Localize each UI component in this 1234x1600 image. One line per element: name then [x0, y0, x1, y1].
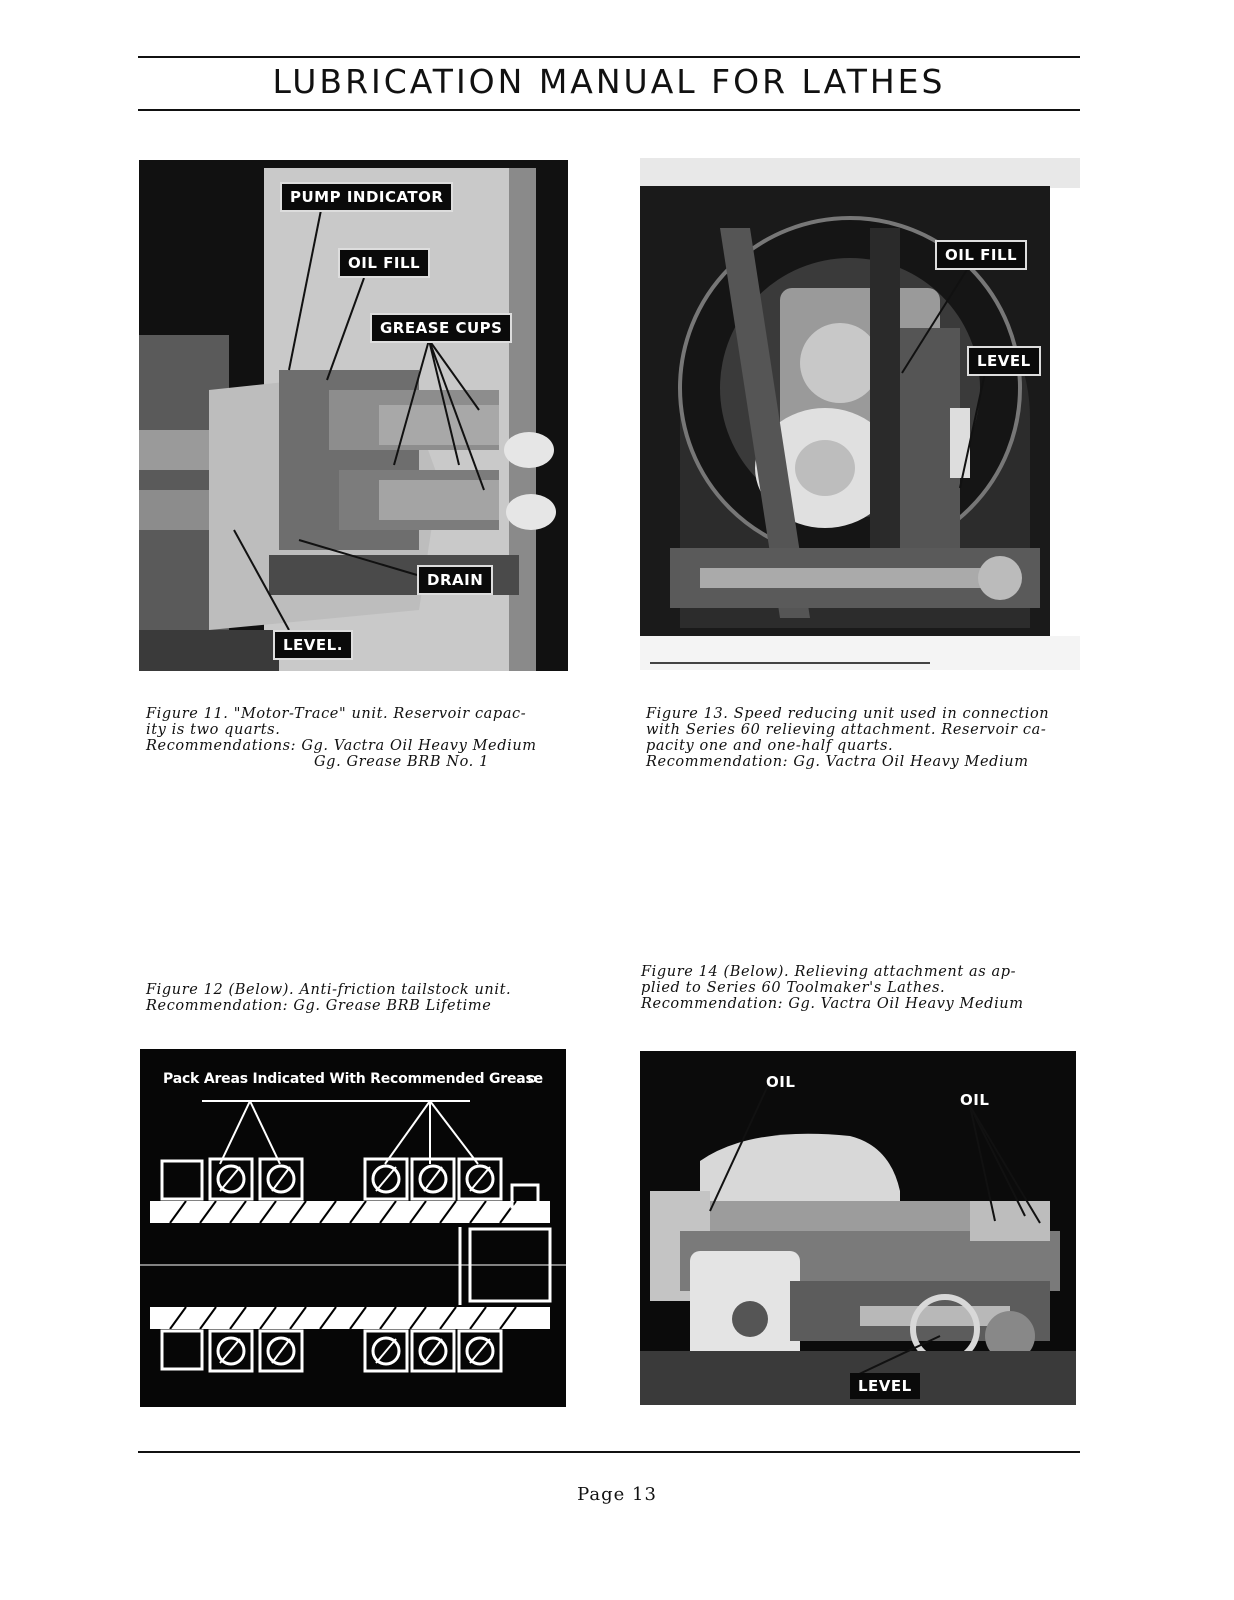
figure-12-caption-line: Recommendation: Gg. Grease BRB Lifetime [146, 998, 492, 1014]
figure-13-caption-line: Figure 13. Speed reducing unit used in connection [646, 706, 1050, 722]
figure-14-caption [641, 964, 1024, 1012]
figure-14-photo [640, 1051, 1076, 1405]
figure-13-label-level: LEVEL [967, 346, 1041, 376]
figure-14-illustration [640, 1051, 1076, 1405]
figure-11-label-level: LEVEL. [273, 630, 353, 660]
figure-13-caption-line: pacity one and one-half quarts. [646, 738, 894, 754]
figure-14-caption-line: Recommendation: Gg. Vactra Oil Heavy Medium [641, 996, 1024, 1012]
figure-11-illustration [139, 160, 568, 671]
figure-11-label-pump-indicator: PUMP INDICATOR [280, 182, 453, 212]
header-bottom-rule [138, 109, 1080, 111]
figure-12-caption-line: Figure 12 (Below). Anti-friction tailstock unit. [146, 982, 512, 998]
page-number: Page 13 [577, 1484, 657, 1505]
figure-11-caption-line: Figure 11. "Motor-Trace" unit. Reservoir capac- [146, 706, 527, 722]
figure-13-caption-line: with Series 60 relieving attachment. Reservoir ca- [646, 722, 1047, 738]
figure-13-caption [646, 706, 1049, 770]
page-title: LUBRICATION MANUAL FOR LATHES [272, 62, 946, 101]
figure-11-caption-line: Recommendations: Gg. Vactra Oil Heavy Medium [146, 738, 537, 754]
figure-13-label-oil-fill: OIL FILL [935, 240, 1027, 270]
figure-13-photo [640, 158, 1080, 670]
footer-rule [138, 1451, 1080, 1453]
figure-11-label-drain: DRAIN [417, 565, 493, 595]
figure-12-tailstock-drawing [140, 1049, 566, 1407]
figure-14-label-oil-right: OIL [960, 1091, 990, 1109]
figure-11-caption-line: ity is two quarts. [146, 722, 281, 738]
figure-11-photo [139, 160, 568, 671]
figure-12-diagram [140, 1049, 566, 1407]
header-top-rule [138, 56, 1080, 58]
figure-14-label-level: LEVEL [850, 1373, 920, 1399]
figure-13-illustration [640, 158, 1080, 670]
figure-11-label-grease-cups: GREASE CUPS [370, 313, 512, 343]
figure-14-caption-line: Figure 14 (Below). Relieving attachment as ap- [641, 964, 1017, 980]
figure-13-caption-line: Recommendation: Gg. Vactra Oil Heavy Medium [646, 754, 1029, 770]
figure-11-caption-line: Gg. Grease BRB No. 1 [314, 754, 489, 770]
figure-14-label-oil-left: OIL [766, 1073, 796, 1091]
figure-11-label-oil-fill: OIL FILL [338, 248, 430, 278]
figure-12-caption [146, 982, 511, 1014]
figure-11-caption [146, 706, 537, 770]
figure-12-diagram-header: Pack Areas Indicated With Recommended Grease [163, 1071, 543, 1087]
figure-14-caption-line: plied to Series 60 Toolmaker's Lathes. [641, 980, 946, 996]
